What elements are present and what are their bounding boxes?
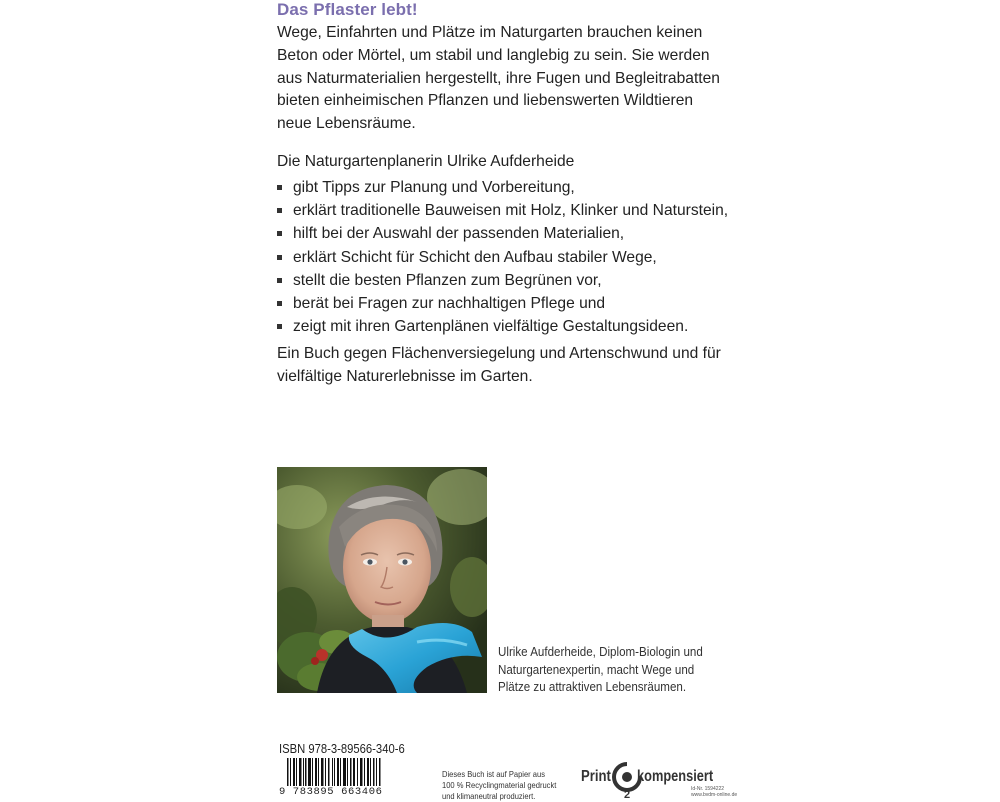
list-item-text: erklärt traditionelle Bauweisen mit Holz, Klinker und Naturstein,	[293, 202, 729, 220]
list-item	[277, 199, 728, 222]
list-item	[277, 292, 728, 315]
bullet-square-icon	[277, 324, 282, 329]
recycling-note-line: Dieses Buch ist auf Papier aus	[442, 769, 545, 779]
intro-line: Beton oder Mörtel, um stabil und langlebig zu sein. Sie werden	[277, 46, 710, 64]
photo-caption	[498, 644, 703, 697]
intro-paragraph	[277, 22, 747, 136]
recycling-note-line: 100 % Recyclingmaterial gedruckt	[442, 780, 557, 790]
caption-line: Ulrike Aufderheide, Diplom-Biologin und	[498, 645, 703, 659]
logo-id-line: www.bvdm-online.de	[691, 792, 738, 798]
bullet-square-icon	[277, 301, 282, 306]
author-photo	[277, 467, 487, 693]
list-item	[277, 269, 728, 292]
recycling-note-line: und klimaneutral produziert.	[442, 791, 536, 801]
intro-line: Wege, Einfahrten und Plätze im Naturgarten brauchen keinen	[277, 24, 703, 41]
print-compensated-logo	[581, 760, 738, 800]
closing-line: Ein Buch gegen Flächenversiegelung und Artenschwund und für	[277, 345, 721, 362]
cover-heading: Das Pflaster lebt!	[277, 0, 418, 19]
caption-line: Plätze zu attraktiven Lebensräumen.	[498, 680, 687, 695]
list-item	[277, 315, 728, 338]
logo-word-print: Print	[581, 768, 611, 785]
intro-line: aus Naturmaterialien hergestellt, ihre Fugen und Begleitrabatten	[277, 69, 720, 87]
logo-id-line: Id-Nr. 1594222	[691, 786, 725, 792]
intro-line: neue Lebensräume.	[277, 115, 416, 133]
lead-sentence: Die Naturgartenplanerin Ulrike Aufderheide	[277, 153, 575, 170]
caption-line: Naturgartenexpertin, macht Wege und	[498, 662, 695, 677]
bullet-square-icon	[277, 255, 282, 260]
barcode-digits: 9 783895 663406	[279, 786, 383, 798]
logo-word-kompensiert: kompensiert	[637, 768, 714, 785]
closing-paragraph	[277, 343, 721, 389]
isbn-number: ISBN 978-3-89566-340-6	[279, 742, 405, 756]
list-item	[277, 176, 728, 199]
feature-list	[277, 176, 728, 338]
logo-id-text	[691, 786, 737, 798]
list-item-text: erklärt Schicht für Schicht den Aufbau stabiler Wege,	[293, 248, 657, 266]
bullet-square-icon	[277, 231, 282, 236]
list-item	[277, 246, 728, 269]
bullet-square-icon	[277, 185, 282, 190]
list-item-text: stellt die besten Pflanzen zum Begrünen vor,	[293, 271, 602, 289]
closing-line: vielfältige Naturerlebnisse im Garten.	[277, 367, 533, 385]
list-item-text: gibt Tipps zur Planung und Vorbereitung,	[293, 179, 575, 196]
intro-line: bieten einheimischen Pflanzen und liebenswerten Wildtieren	[277, 92, 694, 110]
bullet-square-icon	[277, 208, 282, 213]
list-item-text: zeigt mit ihren Gartenplänen vielfältige Gestaltungsideen.	[293, 318, 689, 336]
list-item	[277, 222, 728, 245]
list-item-text: berät bei Fragen zur nachhaltigen Pflege und	[293, 295, 606, 313]
recycling-note	[442, 769, 556, 802]
svg-text:2: 2	[624, 789, 631, 800]
list-item-text: hilft bei der Auswahl der passenden Materialien,	[293, 225, 625, 243]
bullet-square-icon	[277, 278, 282, 283]
